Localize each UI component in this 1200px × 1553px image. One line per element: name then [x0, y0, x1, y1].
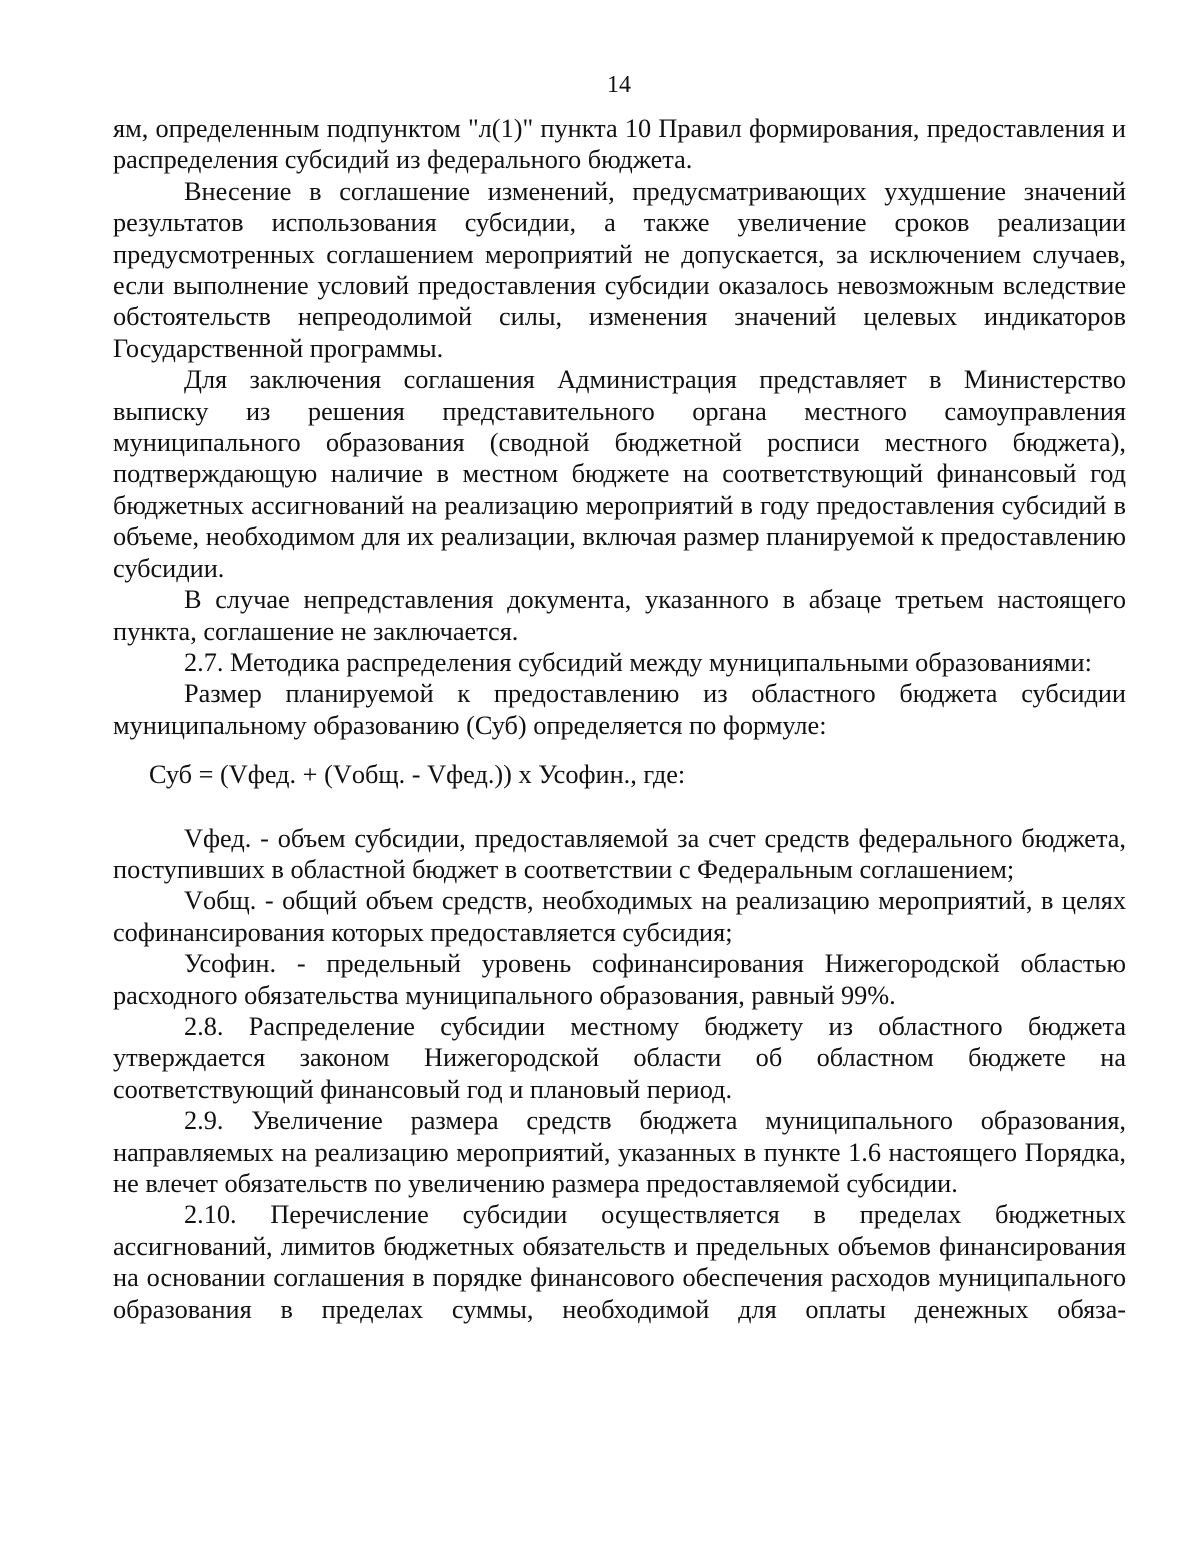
- paragraph-no-document: В случае непредставления документа, указанного в абзаце третьем настоящего пункта, соглашение не заключается.: [113, 585, 1126, 646]
- paragraph-agreement-documents: Для заключения соглашения Администрация представляет в Министерство выписку из решения представительного органа местного самоуправления муниципального образования (сводной бюджетной росписи местного бюджета), подтверждающую наличие в местном бюджете на соответствующий финансовый год бюджетных ассигнований на реализацию мероприятий в году предоставления субсидий в объеме, необходимом для их реализации, включая размер планируемой к предоставлению субсидии.: [113, 365, 1126, 583]
- paragraph-continuation: ям, определенным подпунктом "л(1)" пункта 10 Правил формирования, предоставления и распределения субсидий из федерального бюджета.: [113, 114, 1126, 175]
- definition-usofin: Усофин. - предельный уровень софинансирования Нижегородской областью расходного обязательства муниципального образования, равный 99%.: [113, 949, 1126, 1010]
- paragraph-2-9: 2.9. Увеличение размера средств бюджета муниципального образования, направляемых на реализацию мероприятий, указанных в пункте 1.6 настоящего Порядка, не влечет обязательств по увеличению размера предоставляемой субсидии.: [113, 1106, 1126, 1198]
- paragraph-agreement-changes: Внесение в соглашение изменений, предусматривающих ухудшение значений результатов использования субсидии, а также увеличение сроков реализации предусмотренных соглашением мероприятий не допускается, за исключением случаев, если выполнение условий предоставления субсидии оказалось невозможным вследствие обстоятельств непреодолимой силы, изменения значений целевых индикаторов Государственной программы.: [113, 176, 1126, 363]
- document-body: [113, 113, 1126, 1325]
- paragraph-2-8: 2.8. Распределение субсидии местному бюджету из областного бюджета утверждается законом Нижегородской области об областном бюджете на соответствующий финансовый год и плановый период.: [113, 1011, 1126, 1104]
- paragraph-subsidy-size: Размер планируемой к предоставлению из областного бюджета субсидии муниципальному образованию (Суб) определяется по формуле:: [113, 679, 1126, 740]
- subsidy-formula: Суб = (Vфед. + (Vобщ. - Vфед.)) х Усофин., где:: [149, 760, 686, 790]
- paragraph-2-10: 2.10. Перечисление субсидии осуществляется в пределах бюджетных ассигнований, лимитов бюджетных обязательств и предельных объемов финансирования на основании соглашения в порядке финансового обеспечения расходов муниципального образования в пределах суммы, необходимой для оплаты денежных обяза-: [113, 1200, 1126, 1324]
- definition-vfed: Vфед. - объем субсидии, предоставляемой за счет средств федерального бюджета, поступивших в областной бюджет в соответствии с Федеральным соглашением;: [113, 823, 1126, 884]
- paragraph-methodology-heading: 2.7. Методика распределения субсидий между муниципальными образованиями:: [184, 647, 1092, 677]
- definition-vobsch: Vобщ. - общий объем средств, необходимых на реализацию мероприятий, в целях софинансирования которых предоставляется субсидия;: [113, 886, 1126, 947]
- page-number: 14: [607, 72, 631, 98]
